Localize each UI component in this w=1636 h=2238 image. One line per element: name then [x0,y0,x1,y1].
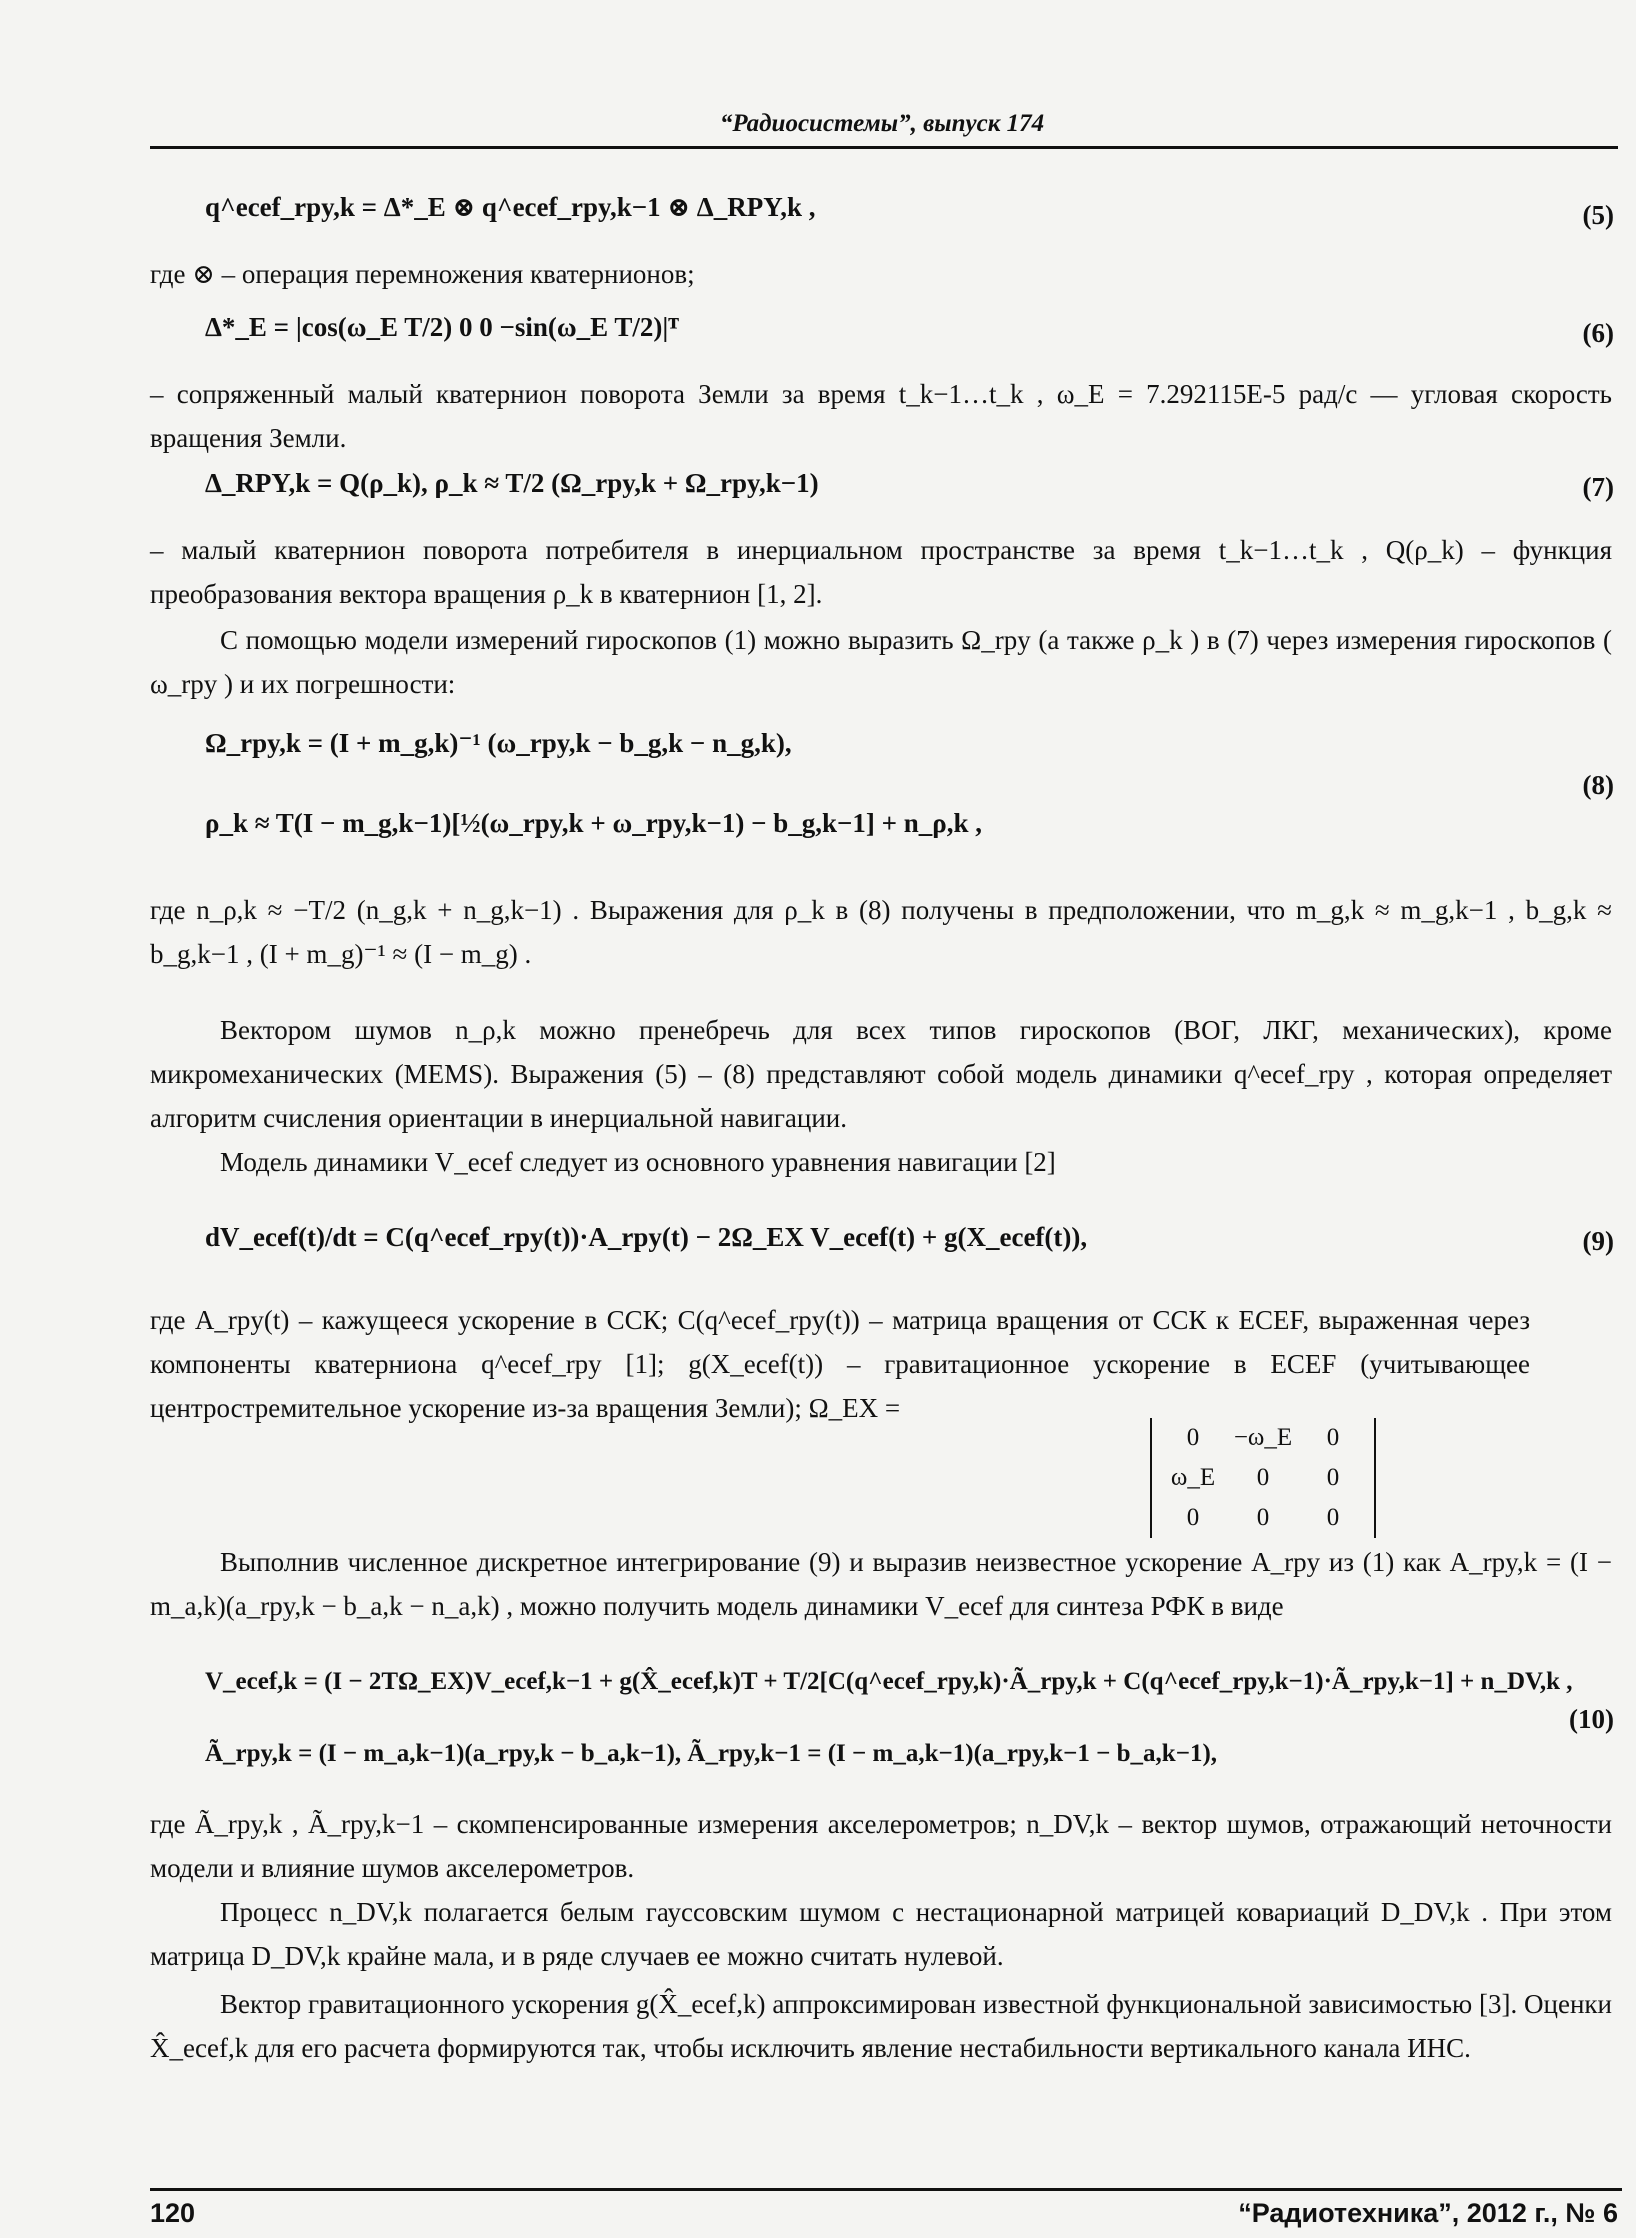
matrix-cell: 0 [1186,1504,1200,1531]
omega-ex-matrix [1150,1418,1376,1538]
equation-6-number: (6) [1582,318,1614,348]
page-number: 120 [150,2198,196,2228]
equation-8-number: (8) [1582,770,1614,800]
footer-rule [150,2188,1622,2191]
matrix-cell: ω_E [1170,1464,1216,1491]
paragraph-3: – малый кватернион поворота потребителя в инерциальном пространстве за время t_k−1…t_k , Q(ρ_k) – функция преобразования вектора вращения ρ_k в кватернион [1, 2]. [150,535,1612,609]
matrix-cell: 0 [1186,1424,1200,1451]
equation-7: Δ_RPY,k = Q(ρ_k), ρ_k ≈ T/2 (Ω_rpy,k + Ω_rpy,k−1) [205,468,819,498]
matrix-cell: 0 [1326,1424,1340,1451]
paragraph-8: где A_rpy(t) – кажущееся ускорение в ССК; C(q^ecef_rpy(t)) – матрица вращения от ССК к ECEF, выраженная через компоненты кватерниона q^ecef_rpy [1]; g(X_ecef(t)) – гравитационное ускорение в ECEF (учитывающее центростремительное ускорение из-за вращения Земли); Ω_EX = [150,1305,1530,1423]
paragraph-11: Процесс n_DV,k полагается белым гауссовским шумом с нестационарной матрицей ковариаций D_DV,k . При этом матрица D_DV,k крайне мала, и в ряде случаев ее можно считать нулевой. [150,1897,1612,1971]
equation-8-line-1: Ω_rpy,k = (I + m_g,k)⁻¹ (ω_rpy,k − b_g,k − n_g,k), [205,728,792,758]
paragraph-10: где Ã_rpy,k , Ã_rpy,k−1 – скомпенсированные измерения акселерометров; n_DV,k – вектор шумов, отражающий неточности модели и влияние шумов акселерометров. [150,1809,1612,1883]
paragraph-6: Вектором шумов n_ρ,k можно пренебречь для всех типов гироскопов (ВОГ, ЛКГ, механических), кроме микромеханических (MEMS). Выражения (5) – (8) представляют собой модель динамики q^ecef_rpy , которая определяет алгоритм счисления ориентации в инерциальной навигации. [150,1015,1612,1133]
paragraph-12: Вектор гравитационного ускорения g(X̂_ecef,k) аппроксимирован известной функциональной зависимостью [3]. Оценки X̂_ecef,k для его расчета формируются так, чтобы исключить явление нестабильности вертикального канала ИНС. [150,1989,1612,2063]
equation-7-number: (7) [1582,472,1614,502]
equation-10-line-2: Ã_rpy,k = (I − m_a,k−1)(a_rpy,k − b_a,k−1), Ã_rpy,k−1 = (I − m_a,k−1)(a_rpy,k−1 − b_a,k−1), [205,1740,1218,1767]
matrix-cell: 0 [1256,1504,1270,1531]
matrix-cell: 0 [1326,1464,1340,1491]
equation-6: Δ*_E = |cos(ω_E T/2) 0 0 −sin(ω_E T/2)|ᵀ [205,312,679,342]
running-head: “Радиосистемы”, выпуск 174 [719,110,1045,137]
equation-10-line-1: V_ecef,k = (I − 2TΩ_EX)V_ecef,k−1 + g(X̂_ecef,k)T + T/2[C(q^ecef_rpy,k)·Ã_rpy,k + C(q^ecef_rpy,k−1)·Ã_rpy,k−1] + n_DV,k , [205,1668,1573,1695]
equation-9-number: (9) [1582,1226,1614,1256]
paragraph-4: С помощью модели измерений гироскопов (1) можно выразить Ω_rpy (а также ρ_k ) в (7) через измерения гироскопов ( ω_rpy ) и их погрешности: [150,625,1612,699]
matrix-cell: 0 [1326,1504,1340,1531]
equation-8-line-2: ρ_k ≈ T(I − m_g,k−1)[½(ω_rpy,k + ω_rpy,k−1) − b_g,k−1] + n_ρ,k , [205,808,983,838]
paragraph-1: где ⊗ – операция перемножения кватернионов; [150,259,695,289]
paragraph-2: – сопряженный малый кватернион поворота Земли за время t_k−1…t_k , ω_E = 7.292115E-5 рад/с — угловая скорость вращения Земли. [150,379,1612,453]
paragraph-9: Выполнив численное дискретное интегрирование (9) и выразив неизвестное ускорение A_rpy из (1) как A_rpy,k = (I − m_a,k)(a_rpy,k − b_a,k − n_a,k) , можно получить модель динамики V_ecef для синтеза РФК в виде [150,1547,1612,1621]
matrix-cell: −ω_E [1233,1424,1293,1451]
equation-5-number: (5) [1582,200,1614,230]
equation-9: dV_ecef(t)/dt = C(q^ecef_rpy(t))·A_rpy(t) − 2Ω_EX V_ecef(t) + g(X_ecef(t)), [205,1222,1088,1252]
footer-journal: “Радиотехника”, 2012 г., № 6 [1238,2198,1618,2228]
equation-10-number: (10) [1569,1704,1614,1734]
equation-5: q^ecef_rpy,k = Δ*_E ⊗ q^ecef_rpy,k−1 ⊗ Δ_RPY,k , [205,192,816,222]
paragraph-5: где n_ρ,k ≈ −T/2 (n_g,k + n_g,k−1) . Выражения для ρ_k в (8) получены в предположении, что m_g,k ≈ m_g,k−1 , b_g,k ≈ b_g,k−1 , (I + m_g)⁻¹ ≈ (I − m_g) . [150,895,1612,969]
matrix-cell: 0 [1256,1464,1270,1491]
paragraph-7: Модель динамики V_ecef следует из основного уравнения навигации [2] [220,1147,1056,1177]
header-rule [150,146,1618,149]
